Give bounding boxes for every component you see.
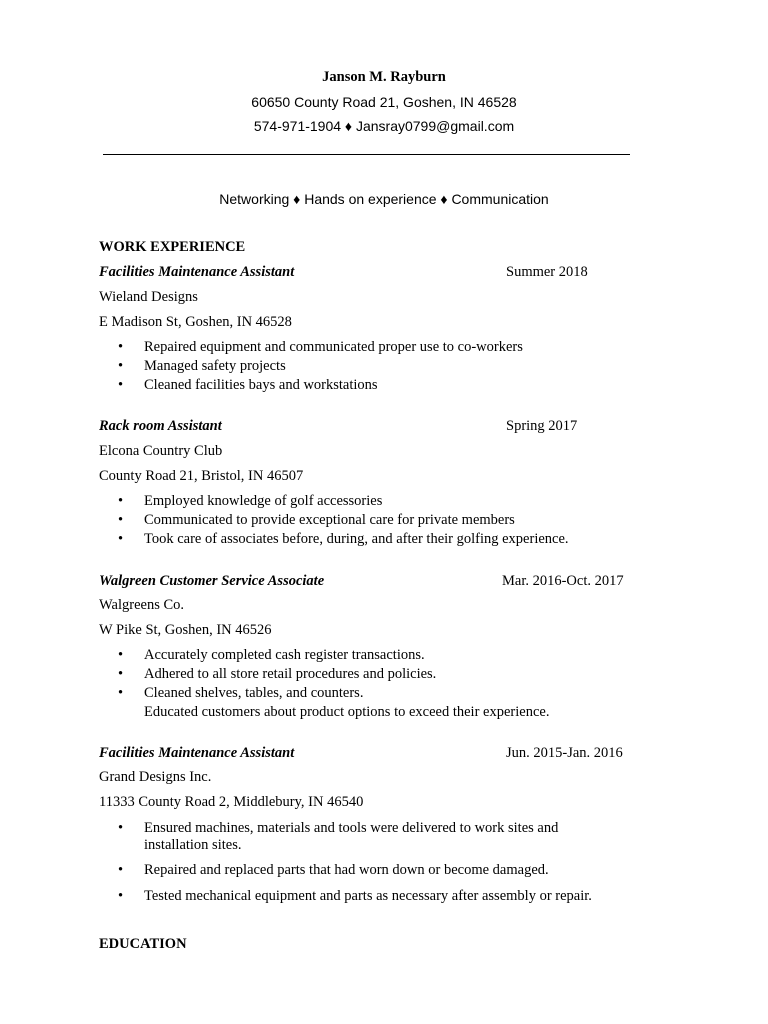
bullet-icon: •	[118, 339, 124, 355]
bullet-icon: •	[118, 493, 124, 509]
bullet-text: Employed knowledge of golf accessories	[144, 493, 383, 509]
job-company: Wieland Designs	[99, 289, 198, 305]
bullet-text: Took care of associates before, during, and after their golfing experience.	[144, 531, 569, 547]
bullet-icon: •	[118, 512, 124, 528]
job-date: Spring 2017	[506, 418, 578, 434]
bullet-text: Communicated to provide exceptional care for private members	[144, 512, 515, 528]
bullet-icon: •	[118, 377, 124, 393]
job-company: Elcona Country Club	[99, 443, 223, 459]
bullet-icon: •	[118, 358, 124, 374]
job-location: 11333 County Road 2, Middlebury, IN 46540	[99, 794, 364, 810]
bullet-text: Adhered to all store retail procedures and policies.	[144, 666, 437, 682]
job-title: Facilities Maintenance Assistant	[99, 264, 295, 280]
resume-contact: 574-971-1904 ♦ Jansray0799@gmail.com	[253, 118, 515, 134]
job-location: E Madison St, Goshen, IN 46528	[99, 314, 292, 330]
bullet-icon: •	[118, 888, 124, 904]
bullet-text: Repaired equipment and communicated proper use to co-workers	[144, 339, 523, 355]
bullet-icon: •	[118, 647, 124, 663]
bullet-text: Accurately completed cash register transactions.	[144, 647, 425, 663]
job-date: Mar. 2016-Oct. 2017	[502, 573, 624, 589]
bullet-icon: •	[118, 531, 124, 547]
bullet-text: Managed safety projects	[144, 358, 286, 374]
bullet-text: Educated customers about product options to exceed their experience.	[144, 704, 550, 720]
job-title: Facilities Maintenance Assistant	[99, 745, 295, 761]
job-title: Rack room Assistant	[99, 418, 222, 434]
bullet-text: Cleaned shelves, tables, and counters.	[144, 685, 364, 701]
bullet-icon: •	[118, 820, 124, 836]
section-heading-work-experience: WORK EXPERIENCE	[99, 239, 246, 255]
bullet-text: Repaired and replaced parts that had worn down or become damaged.	[144, 862, 549, 878]
job-date: Jun. 2015-Jan. 2016	[506, 745, 623, 761]
bullet-text: installation sites.	[144, 837, 242, 853]
bullet-text: Cleaned facilities bays and workstations	[144, 377, 378, 393]
resume-skills: Networking ♦ Hands on experience ♦ Communication	[219, 191, 549, 207]
resume-name: Janson M. Rayburn	[322, 69, 446, 85]
bullet-text: Tested mechanical equipment and parts as necessary after assembly or repair.	[144, 888, 592, 904]
job-company: Walgreens Co.	[99, 597, 185, 613]
bullet-icon: •	[118, 666, 124, 682]
job-location: County Road 21, Bristol, IN 46507	[99, 468, 304, 484]
header-divider	[103, 154, 630, 155]
job-company: Grand Designs Inc.	[99, 769, 212, 785]
job-date: Summer 2018	[506, 264, 588, 280]
job-title: Walgreen Customer Service Associate	[99, 573, 325, 589]
job-location: W Pike St, Goshen, IN 46526	[99, 622, 272, 638]
bullet-icon: •	[118, 685, 124, 701]
section-heading-education: EDUCATION	[99, 936, 187, 952]
bullet-text: Ensured machines, materials and tools were delivered to work sites and	[144, 820, 559, 836]
bullet-icon: •	[118, 862, 124, 878]
resume-address: 60650 County Road 21, Goshen, IN 46528	[251, 94, 517, 110]
